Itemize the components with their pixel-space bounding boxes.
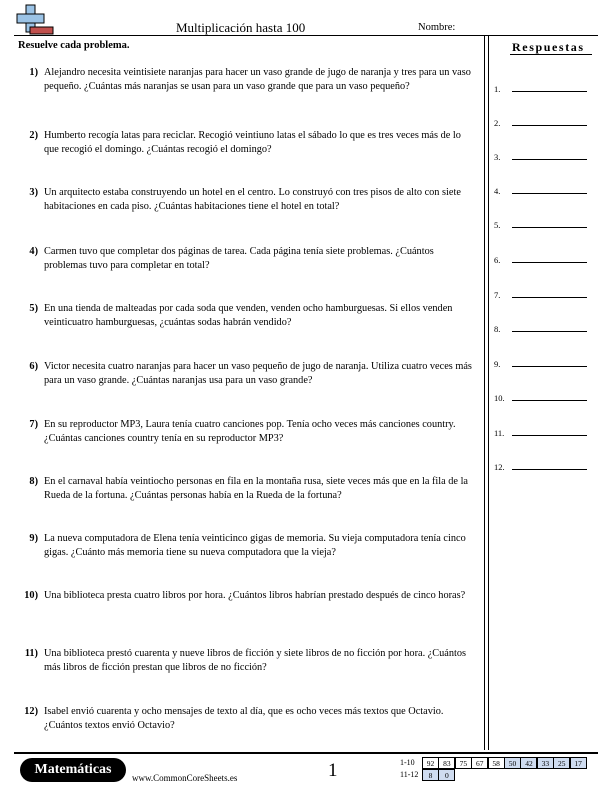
- site-url: www.CommonCoreSheets.es: [132, 773, 238, 783]
- header-divider: [14, 35, 598, 36]
- answer-label: 7.: [494, 290, 501, 300]
- answer-line-12[interactable]: [494, 458, 594, 470]
- problem-number: 12): [24, 706, 38, 717]
- problem-number: 3): [29, 187, 38, 198]
- footer-divider: [14, 752, 598, 754]
- page-number: 1: [328, 760, 338, 781]
- name-label: Nombre:: [418, 22, 456, 33]
- score-row-label: 11-12: [400, 770, 419, 779]
- answer-label: 12.: [494, 462, 505, 472]
- answer-line-2[interactable]: [494, 114, 594, 126]
- score-cell: 17: [570, 757, 587, 769]
- page-title: Multiplicación hasta 100: [176, 20, 306, 35]
- score-cell: 58: [488, 757, 505, 769]
- problem-number: 4): [29, 246, 38, 257]
- problem-number: 8): [29, 476, 38, 487]
- answers-title-underline: [510, 54, 592, 55]
- problem-text: Una biblioteca prestó cuarenta y nueve libros de ficción y siete libros de no ficción por hora. ¿Cuántos más libros de ficción prestan que libros de no ficción?: [44, 648, 467, 673]
- problem-number: 7): [29, 419, 38, 430]
- answer-label: 8.: [494, 324, 501, 334]
- score-cell: 25: [553, 757, 570, 769]
- answer-label: 4.: [494, 186, 501, 196]
- answer-line-6[interactable]: [494, 251, 594, 263]
- problem-number: 5): [29, 303, 38, 314]
- answer-label: 11.: [494, 428, 505, 438]
- answers-title: Respuestas: [512, 40, 585, 54]
- score-cell: 50: [504, 757, 521, 769]
- logo-icon: [14, 4, 54, 38]
- answer-line-8[interactable]: [494, 320, 594, 332]
- problem-text: Humberto recogía latas para reciclar. Recogió veintiuno latas el sábado lo que es tres veces más de lo que recogió el domingo. ¿Cuántas recogió el domingo?: [44, 130, 461, 155]
- score-cell: 42: [520, 757, 537, 769]
- answer-label: 6.: [494, 255, 501, 265]
- problem-text: Alejandro necesita veintisiete naranjas para hacer un vaso grande de jugo de naranja y tres para un vaso pequeño. ¿Cuántas más naranjas se usan para un vaso grande que para un vaso pequeño?: [44, 67, 471, 92]
- answer-divider-left: [484, 36, 485, 750]
- instructions: Resuelve cada problema.: [18, 40, 130, 51]
- problem-number: 9): [29, 533, 38, 544]
- answer-label: 9.: [494, 359, 501, 369]
- score-cell: 75: [455, 757, 472, 769]
- problem-text: Una biblioteca presta cuatro libros por hora. ¿Cuántos libros habrían prestado después de cinco horas?: [44, 590, 466, 601]
- score-cell: 33: [537, 757, 554, 769]
- problem-text: En el carnaval había veintiocho personas en fila en la montaña rusa, siete veces más que en la fila de la Rueda de la fortuna. ¿Cuántas personas había en la Rueda de la fortuna?: [44, 476, 468, 501]
- problem-number: 6): [29, 361, 38, 372]
- score-cell: 83: [438, 757, 455, 769]
- answer-label: 10.: [494, 393, 505, 403]
- brand-badge: Matemáticas: [20, 758, 126, 782]
- problem-text: Carmen tuvo que completar dos páginas de tarea. Cada página tenía siete problemas. ¿Cuántos problemas tuvo para completar en total?: [44, 246, 434, 271]
- score-cell: 67: [471, 757, 488, 769]
- score-cell: 92: [422, 757, 439, 769]
- answer-line-10[interactable]: [494, 389, 594, 401]
- answer-line-5[interactable]: [494, 216, 594, 228]
- answer-label: 3.: [494, 152, 501, 162]
- answer-label: 1.: [494, 84, 501, 94]
- score-row-label: 1-10: [400, 758, 415, 767]
- problem-text: En una tienda de malteadas por cada soda que venden, venden ocho hamburguesas. Si ellos venden veinticuatro hamburguesas, ¿cuántas sodas habrán vendido?: [44, 303, 453, 328]
- answer-line-4[interactable]: [494, 182, 594, 194]
- answer-line-3[interactable]: [494, 148, 594, 160]
- problem-text: En su reproductor MP3, Laura tenía cuatro canciones pop. Tenía ocho veces más canciones country. ¿Cuántas canciones country tenía en su reproductor MP3?: [44, 419, 456, 444]
- problem-text: Victor necesita cuatro naranjas para hacer un vaso pequeño de jugo de naranja. Utiliza cuatro veces más para un vaso grande. ¿Cuántas naranjas usa para un vaso grande?: [44, 361, 472, 386]
- problem-number: 10): [24, 590, 38, 601]
- score-cell: 8: [422, 769, 439, 781]
- score-cell: 0: [438, 769, 455, 781]
- answer-line-1[interactable]: [494, 80, 594, 92]
- answer-line-9[interactable]: [494, 355, 594, 367]
- problem-text: Un arquitecto estaba construyendo un hotel en el centro. Lo construyó con tres pisos de alto con siete habitaciones en cada piso. ¿Cuántas habitaciones tiene el hotel en total?: [44, 187, 461, 212]
- problem-text: La nueva computadora de Elena tenía veinticinco gigas de memoria. Su vieja computadora tenía cinco gigas. ¿Cuánto más memoria tiene su nueva computadora que la vieja?: [44, 533, 466, 558]
- answer-line-7[interactable]: [494, 286, 594, 298]
- problem-number: 11): [24, 648, 38, 659]
- answer-label: 2.: [494, 118, 501, 128]
- problem-number: 1): [29, 67, 38, 78]
- answer-label: 5.: [494, 220, 501, 230]
- answer-divider-right: [488, 36, 489, 750]
- problem-number: 2): [29, 130, 38, 141]
- answer-line-11[interactable]: [494, 424, 594, 436]
- problem-text: Isabel envió cuarenta y ocho mensajes de texto al día, que es ocho veces más textos que Octavio. ¿Cuántos textos envió Octavio?: [44, 706, 444, 731]
